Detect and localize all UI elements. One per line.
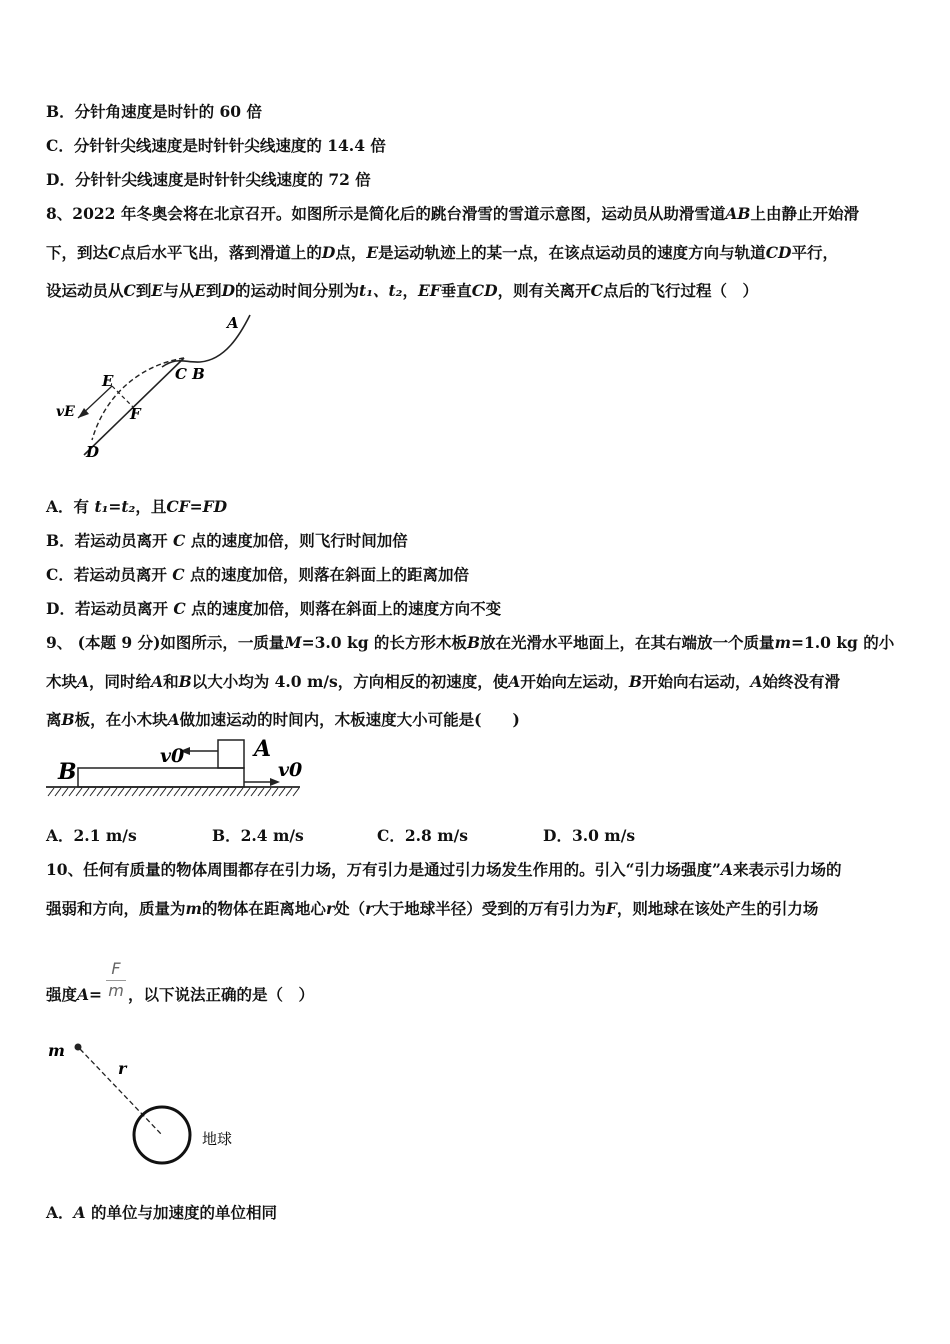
ground-hatch [153,788,159,796]
ground-hatch [181,788,187,796]
ground-hatch [139,788,145,796]
ground-hatch [111,788,117,796]
ground-hatch [188,788,194,796]
q8-option-b: B．若运动员离开 C 点的速度加倍，则飞行时间加倍 [46,531,408,550]
q9-option-b: B．2.4 m/s [212,826,304,845]
q9-option-c: C．2.8 m/s [377,826,468,845]
ground-hatch [83,788,89,796]
q10-option-a: A．A 的单位与加速度的单位相同 [46,1203,277,1222]
ground-hatch [132,788,138,796]
q9-option-a: A．2.1 m/s [46,826,137,845]
label-a: A [254,736,272,762]
label-d: D [86,443,100,461]
ground-hatch [216,788,222,796]
label-r: r [118,1059,127,1078]
ground-hatch [258,788,264,796]
ground-hatch [118,788,124,796]
board-block-figure [44,734,304,800]
label-earth: 地球 [202,1130,233,1148]
block-a [218,740,244,768]
ground-hatch [146,788,152,796]
ground-hatch [230,788,236,796]
ground-hatch [55,788,61,796]
earth-gravity-figure [44,1036,254,1170]
ground-hatch [90,788,96,796]
ground-hatch [244,788,250,796]
ground-hatch [97,788,103,796]
label-f: F [130,405,141,423]
q9-option-d: D．3.0 m/s [543,826,636,845]
ground-hatch [104,788,110,796]
ground-hatch [265,788,271,796]
ground-hatch [48,788,54,796]
fraction-denominator: m [108,981,124,1000]
q7-option-c: C．分针针尖线速度是时针针尖线速度的 14.4 倍 [46,136,386,155]
label-ve: vE [56,404,75,420]
ground-hatch [167,788,173,796]
fraction-f-over-m [104,958,128,1001]
board-b [78,768,244,787]
ski-jump-figure [50,310,260,465]
label-b: B [58,759,77,785]
label-v0-left: v0 [160,745,185,767]
q10-formula-line: 强度A= ，以下说法正确的是（ ） [46,985,315,1004]
q8-option-d: D．若运动员离开 C 点的速度加倍，则落在斜面上的速度方向不变 [46,599,502,618]
ground-hatch [251,788,257,796]
fraction-numerator: F [111,959,121,978]
q7-option-b: B．分针角速度是时针的 60 倍 [46,102,262,121]
q8-option-c: C．若运动员离开 C 点的速度加倍，则落在斜面上的距离加倍 [46,565,470,584]
ground-hatch [279,788,285,796]
ground-hatch [125,788,131,796]
label-e: E [102,372,114,390]
ground-hatch [209,788,215,796]
q8-stem: 8、2022 年冬奥会将在北京召开。如图所示是简化后的跳台滑雪的雪道示意图，运动员从助滑雪道AB上由静止开始滑 下，到达C点后水平飞出，落到滑道上的D点，E是运动轨迹上的某一点，在该点运动员的速度方向与轨道CD平行， 设运动员从C到E与从E到D的运动时间分别为t₁、t₂，EF垂直CD，则有关离开C点后的飞行过程（ ） [46,204,859,300]
ground-hatch [195,788,201,796]
q7-option-d: D．分针针尖线速度是时针针尖线速度的 72 倍 [46,170,371,189]
label-m: m [48,1041,65,1060]
q8-option-a: A．有 t₁=t₂，且CF=FD [46,497,228,516]
label-cb: C B [175,365,205,383]
ground-hatch [272,788,278,796]
ground-hatch [202,788,208,796]
label-v0-right: v0 [278,759,303,781]
ground-hatch [62,788,68,796]
label-a: A [227,314,239,332]
q9-stem: 9、 (本题 9 分)如图所示，一质量M=3.0 kg 的长方形木板B放在光滑水平地面上，在其右端放一个质量m=1.0 kg 的小 木块A，同时给A和B以大小均为 4.0 m/s，方向相反的初速度，使A开始向左运动，B开始向右运动，A始终没有滑 离B板，在小木块A做加速运动的时间内，木板速度大小可能是( ) [46,633,895,729]
ground-hatch [237,788,243,796]
ground-hatch [69,788,75,796]
ground-hatch [174,788,180,796]
ground-hatch [293,788,299,796]
ground-hatch [76,788,82,796]
q10-stem: 10、任何有质量的物体周围都存在引力场，万有引力是通过引力场发生作用的。引入“引力场强度”A来表示引力场的 强弱和方向，质量为m的物体在距离地心r处（r大于地球半径）受到的万有引力为F，则地球在该处产生的引力场 [46,860,842,918]
ground-hatch [160,788,166,796]
ground-hatch [286,788,292,796]
ground-hatch [223,788,229,796]
